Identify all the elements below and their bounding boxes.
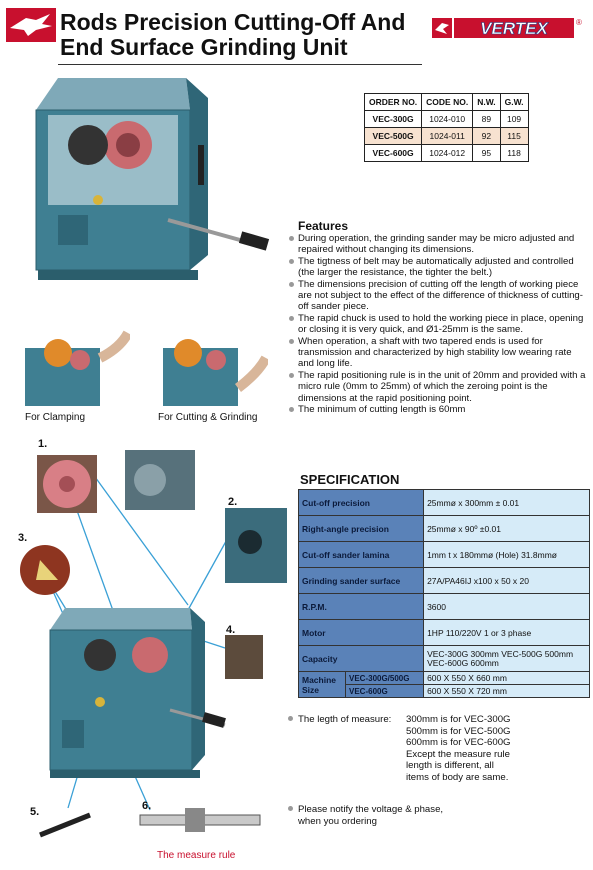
- order-table: [364, 93, 529, 162]
- size-model: VEC-600G: [346, 685, 424, 698]
- measure-line: 300mm is for VEC-300G: [406, 714, 511, 725]
- capacity-line-2: VEC-600G 600mm: [427, 657, 499, 668]
- nw-cell: 89: [473, 111, 500, 128]
- machine-size-label-1: Machine: [302, 674, 337, 685]
- voltage-note-line-1: Please notify the voltage & phase,: [298, 804, 444, 815]
- measure-line: items of body are same.: [406, 771, 509, 783]
- col-nw: N.W.: [473, 94, 500, 111]
- col-gw: G.W.: [500, 94, 528, 111]
- table-row: [365, 111, 529, 128]
- col-order-no: ORDER NO.: [365, 94, 422, 111]
- title-line-2: End Surface Grinding Unit: [60, 34, 348, 60]
- col-code-no: CODE NO.: [422, 94, 473, 111]
- measure-note: [288, 714, 588, 783]
- gw-cell: 109: [500, 111, 528, 128]
- nw-cell: 92: [473, 128, 500, 145]
- cutting-photo: [158, 328, 268, 408]
- size-value: 600 X 550 X 720 mm: [424, 685, 590, 698]
- spec-value: 3600: [424, 594, 590, 620]
- table-row: [299, 646, 590, 672]
- table-row: [365, 145, 529, 162]
- machine-size-label: [299, 672, 346, 698]
- caption-cutting: For Cutting & Grinding: [158, 412, 258, 423]
- size-value: 600 X 550 X 660 mm: [424, 672, 590, 685]
- spec-table: [298, 489, 590, 698]
- main-machine-image: [18, 70, 280, 285]
- spec-heading: SPECIFICATION: [300, 472, 400, 487]
- code-no-cell: 1024-011: [422, 128, 473, 145]
- list-item: During operation, the grinding sander may be micro adjusted and repaired without changing its dimensions.: [288, 233, 588, 256]
- callout-number-1: 1.: [38, 438, 48, 450]
- features-heading: Features: [298, 219, 349, 233]
- order-no-cell: VEC-600G: [365, 145, 422, 162]
- title-divider: [58, 64, 422, 65]
- table-row: [299, 620, 590, 646]
- features-list: [288, 233, 588, 416]
- list-item: The rapid chuck is used to hold the working piece in place, opening or closing it is very quick, and Ø1-25mm is the same.: [288, 313, 588, 336]
- title-line-1: Rods Precision Cutting-Off And: [60, 9, 406, 35]
- callout-number-3: 3.: [18, 532, 28, 544]
- table-row: [299, 594, 590, 620]
- caption-measure-rule: The measure rule: [157, 850, 236, 861]
- measure-line: 600mm is for VEC-600G: [406, 737, 511, 748]
- eagle-logo: [6, 8, 56, 42]
- size-model: VEC-300G/500G: [346, 672, 424, 685]
- clamping-photo: [20, 328, 130, 408]
- callout-number-5: 5.: [30, 806, 40, 818]
- list-item: The minimum of cutting length is 60mm: [288, 404, 588, 415]
- spec-value: 27A/PA46IJ x100 x 50 x 20: [424, 568, 590, 594]
- table-row: [299, 568, 590, 594]
- brand-text: VERTEX: [480, 19, 548, 38]
- table-row: [299, 516, 590, 542]
- spec-label: Capacity: [299, 646, 424, 672]
- page-title: [60, 10, 405, 60]
- gw-cell: 115: [500, 128, 528, 145]
- spec-label: Cut-off precision: [299, 490, 424, 516]
- callout-number-6: 6.: [142, 800, 152, 812]
- measure-line: 500mm is for VEC-500G: [406, 725, 511, 737]
- table-row: [299, 490, 590, 516]
- caption-clamping: For Clamping: [25, 412, 86, 423]
- code-no-cell: 1024-010: [422, 111, 473, 128]
- list-item: The tigtness of belt may be automatically adjusted and controlled (the larger the resistance, the tighter the belt.): [288, 256, 588, 279]
- callout-number-2: 2.: [228, 496, 238, 508]
- spec-value: 25mmø x 300mm ± 0.01: [424, 490, 590, 516]
- capacity-line-1: VEC-300G 300mm VEC-500G 500mm: [427, 648, 574, 659]
- order-no-cell: VEC-500G: [365, 128, 422, 145]
- code-no-cell: 1024-012: [422, 145, 473, 162]
- registered-mark: ®: [576, 18, 582, 27]
- spec-value: 1HP 110/220V 1 or 3 phase: [424, 620, 590, 646]
- nw-cell: 95: [473, 145, 500, 162]
- spec-label: R.P.M.: [299, 594, 424, 620]
- machine-size-label-2: Size: [302, 684, 320, 695]
- table-row: [299, 542, 590, 568]
- order-table-header: [365, 94, 529, 111]
- list-item: The dimensions precision of cutting off the length of working piece are not subject to the effect of the difference of thickness of cutting-off sander piece.: [288, 279, 588, 313]
- vertex-logo: [432, 16, 582, 42]
- voltage-note-line-2: when you ordering: [298, 815, 377, 827]
- table-row: [365, 128, 529, 145]
- gw-cell: 118: [500, 145, 528, 162]
- order-no-cell: VEC-300G: [365, 111, 422, 128]
- spec-label: Cut-off sander lamina: [299, 542, 424, 568]
- measure-note-intro: The legth of measure:: [298, 714, 392, 725]
- measure-line: Except the measure rule: [406, 748, 510, 760]
- spec-value: 1mm t x 180mmø (Hole) 31.8mmø: [424, 542, 590, 568]
- list-item: When operation, a shaft with two tapered ends is used for transmission and characterized by high stability low wearing rate and long life.: [288, 336, 588, 370]
- eagle-icon: [6, 8, 56, 42]
- spec-value: 25mmø x 90º ±0.01: [424, 516, 590, 542]
- voltage-note: [288, 804, 443, 827]
- spec-label: Right-angle precision: [299, 516, 424, 542]
- spec-value: [424, 646, 590, 672]
- list-item: The rapid positioning rule is in the unit of 20mm and provided with a micro rule (0mm to 25mm) of which the zeroing point is the dimensions at the rapid positioning point.: [288, 370, 588, 404]
- spec-label: Motor: [299, 620, 424, 646]
- table-row: [299, 672, 590, 685]
- callout-number-4: 4.: [226, 624, 236, 636]
- measure-line: length is different, all: [406, 760, 494, 771]
- spec-label: Grinding sander surface: [299, 568, 424, 594]
